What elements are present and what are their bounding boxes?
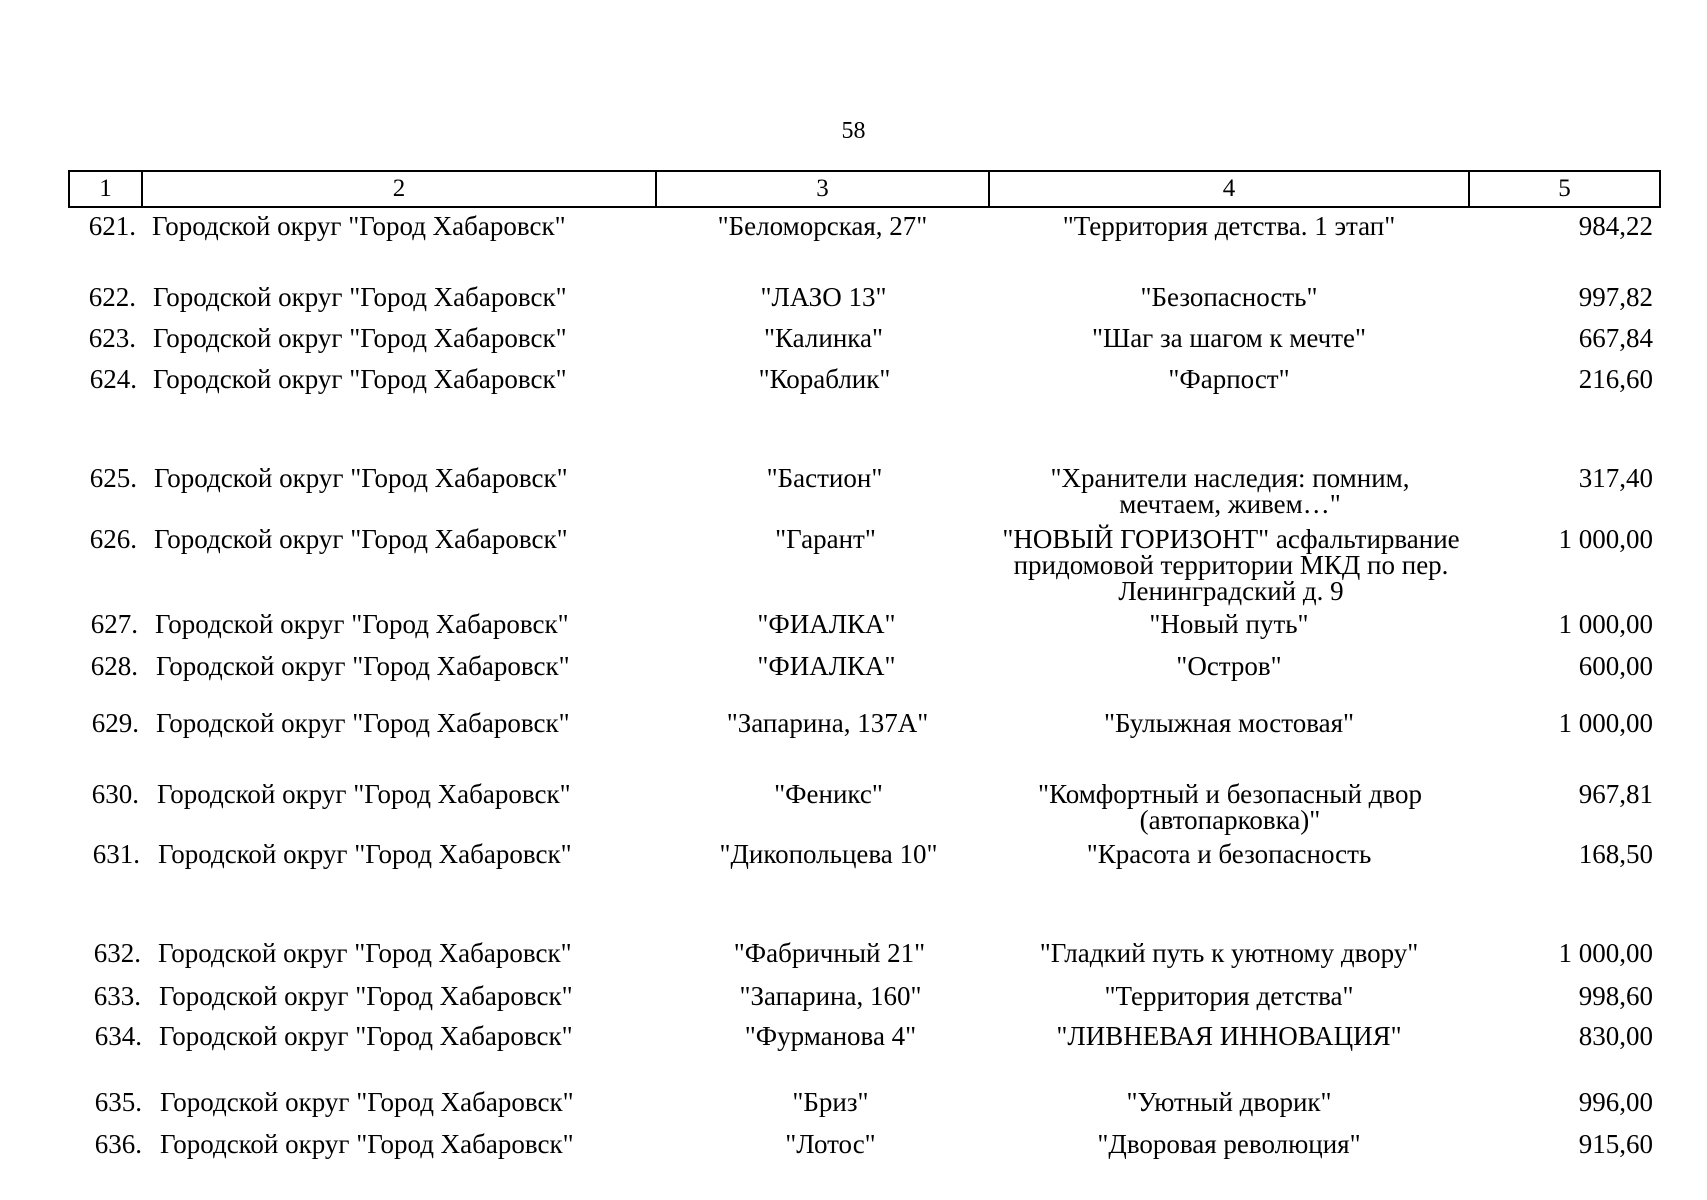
project-cell: "Безопасность" (1140, 282, 1318, 312)
municipality-cell: Городской округ "Город Хабаровск" (154, 463, 568, 493)
municipality-cell: Городской округ "Город Хабаровск" (159, 981, 573, 1011)
project-cell: "Уютный дворик" (1126, 1087, 1332, 1117)
project-cell: "НОВЫЙ ГОРИЗОНТ" асфальтирвание придомовой территории МКД по пер. Ленинградский д. 9 (1002, 524, 1460, 606)
applicant-cell: "ЛАЗО 13" (760, 282, 887, 312)
row-number: 631. (92, 839, 140, 869)
amount-cell: 996,00 (1578, 1087, 1653, 1117)
applicant-cell: "Беломорская, 27" (717, 211, 928, 241)
applicant-cell: "Кораблик" (758, 364, 891, 394)
applicant-cell: "Запарина, 137А" (726, 708, 929, 738)
project-cell: "Территория детства" (1104, 981, 1354, 1011)
applicant-cell: "Лотос" (785, 1129, 876, 1159)
applicant-cell: "Калинка" (764, 323, 883, 353)
applicant-cell: "Бриз" (792, 1087, 869, 1117)
applicant-cell: "ФИАЛКА" (757, 609, 896, 639)
municipality-cell: Городской округ "Город Хабаровск" (158, 839, 572, 869)
column-header-5: 5 (1558, 175, 1571, 202)
amount-cell: 1 000,00 (1558, 938, 1653, 968)
applicant-cell: "Гарант" (775, 524, 876, 554)
municipality-cell: Городской округ "Город Хабаровск" (155, 609, 569, 639)
amount-cell: 1 000,00 (1558, 708, 1653, 738)
municipality-cell: Городской округ "Город Хабаровск" (153, 323, 567, 353)
table-header (68, 170, 1661, 208)
project-cell: "Фарпост" (1168, 364, 1290, 394)
amount-cell: 997,82 (1578, 282, 1653, 312)
column-header-1: 1 (70, 172, 143, 206)
amount-cell: 1 000,00 (1558, 524, 1653, 554)
amount-cell: 667,84 (1578, 323, 1653, 353)
project-cell: "Булыжная мостовая" (1103, 708, 1355, 738)
project-cell: "Гладкий путь к уютному двору" (1039, 938, 1419, 968)
applicant-cell: "Фабричный 21" (733, 938, 926, 968)
municipality-cell: Городской округ "Город Хабаровск" (154, 524, 568, 554)
row-number: 629. (91, 708, 139, 738)
column-header-2: 2 (143, 172, 657, 206)
project-cell: "ЛИВНЕВАЯ ИННОВАЦИЯ" (1056, 1021, 1402, 1051)
amount-cell: 600,00 (1578, 651, 1653, 681)
row-number: 621. (88, 211, 136, 241)
row-number: 625. (89, 463, 137, 493)
project-cell: "Территория детства. 1 этап" (1062, 211, 1396, 241)
project-cell: "Хранители наследия: помним, мечтаем, живем…" (1050, 463, 1410, 519)
amount-cell: 1 000,00 (1558, 609, 1653, 639)
applicant-cell: "Запарина, 160" (739, 981, 922, 1011)
row-number: 626. (89, 524, 137, 554)
amount-cell: 168,50 (1578, 839, 1653, 869)
applicant-cell: "Феникс" (774, 779, 883, 809)
row-number: 630. (91, 779, 139, 809)
column-header-4: 4 (990, 172, 1470, 206)
project-cell: "Новый путь" (1149, 609, 1309, 639)
amount-cell: 317,40 (1578, 463, 1653, 493)
row-number: 622. (88, 282, 136, 312)
municipality-cell: Городской округ "Город Хабаровск" (153, 364, 567, 394)
project-cell: "Остров" (1176, 651, 1282, 681)
amount-cell: 998,60 (1578, 981, 1653, 1011)
municipality-cell: Городской округ "Город Хабаровск" (157, 779, 571, 809)
project-cell: "Дворовая революция" (1097, 1129, 1361, 1159)
column-header-3: 3 (657, 172, 990, 206)
row-number: 623. (88, 323, 136, 353)
row-number: 624. (89, 364, 137, 394)
row-number: 632. (93, 938, 141, 968)
municipality-cell: Городской округ "Город Хабаровск" (158, 938, 572, 968)
row-number: 636. (94, 1129, 142, 1159)
row-number: 634. (94, 1021, 142, 1051)
row-number: 628. (90, 651, 138, 681)
municipality-cell: Городской округ "Город Хабаровск" (160, 1129, 574, 1159)
municipality-cell: Городской округ "Город Хабаровск" (156, 651, 570, 681)
municipality-cell: Городской округ "Город Хабаровск" (153, 282, 567, 312)
row-number: 627. (90, 609, 138, 639)
project-cell: "Шаг за шагом к мечте" (1091, 323, 1367, 353)
municipality-cell: Городской округ "Город Хабаровск" (156, 708, 570, 738)
municipality-cell: Городской округ "Город Хабаровск" (159, 1021, 573, 1051)
applicant-cell: "Фурманова 4" (744, 1021, 917, 1051)
applicant-cell: "Дикопольцева 10" (719, 839, 938, 869)
project-cell: "Красота и безопасность (1086, 839, 1372, 869)
amount-cell: 984,22 (1578, 211, 1653, 241)
applicant-cell: "Бастион" (766, 463, 883, 493)
applicant-cell: "ФИАЛКА" (757, 651, 896, 681)
municipality-cell: Городской округ "Город Хабаровск" (160, 1087, 574, 1117)
row-number: 635. (94, 1087, 142, 1117)
municipality-cell: Городской округ "Город Хабаровск" (152, 211, 566, 241)
amount-cell: 830,00 (1578, 1021, 1653, 1051)
amount-cell: 216,60 (1578, 364, 1653, 394)
amount-cell: 967,81 (1578, 779, 1653, 809)
row-number: 633. (93, 981, 141, 1011)
page-number: 58 (841, 118, 866, 144)
project-cell: "Комфортный и безопасный двор (автопарковка)" (1038, 779, 1422, 835)
amount-cell: 915,60 (1578, 1129, 1653, 1159)
